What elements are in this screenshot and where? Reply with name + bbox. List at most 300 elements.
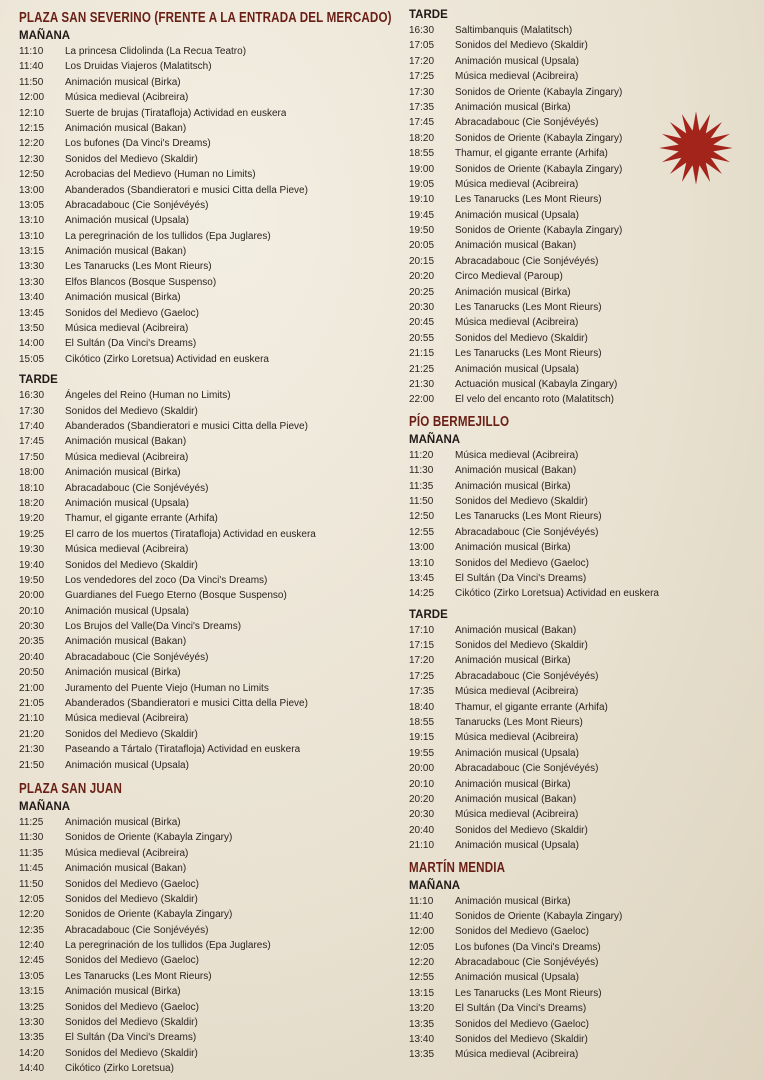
event-time: 11:10 [19,46,44,57]
schedule-row [19,634,394,649]
event-act: El Sultán (Da Vinci's Dreams) [65,1032,197,1044]
event-time: 19:15 [409,732,435,744]
event-time: 20:00 [409,763,435,775]
schedule-row [19,588,394,603]
venue-section-pio-bermejillo [409,412,749,854]
event-time: 13:15 [19,246,45,258]
period-heading: MAÑANA [409,879,461,892]
schedule-row [409,208,749,223]
event-act: Animación musical (Bakan) [455,793,577,805]
event-time: 12:55 [409,526,435,538]
event-act: Sonidos del Medievo (Skaldir) [65,153,198,165]
schedule-row [19,1061,394,1076]
schedule-row [409,746,749,761]
schedule-row [19,336,394,351]
schedule-row [409,894,749,909]
event-time: 13:30 [19,261,45,273]
event-act: Animación musical (Bakan) [455,240,577,252]
event-act: Los Brujos del Valle(Da Vinci's Dreams) [65,621,242,633]
event-act: Suerte de brujas (Tiratafloja) Actividad en euskera [65,107,287,119]
event-act: Animación musical (Bakan) [65,863,187,875]
event-time: 13:00 [19,184,45,196]
event-act: Animación musical (Birka) [455,286,571,298]
event-act: Animación musical (Birka) [65,816,181,828]
schedule-row [409,623,749,638]
event-time: 12:50 [409,511,435,523]
event-time: 17:30 [409,86,435,98]
event-act: Sonidos del Medievo (Skaldir) [455,1034,588,1046]
schedule-row [409,254,749,269]
event-time: 13:25 [19,1001,45,1013]
event-act: Sonidos del Medievo (Skaldir) [455,332,588,344]
schedule-row [409,1047,749,1062]
event-time: 11:50 [409,495,434,507]
event-time: 20:35 [19,636,45,648]
schedule-row [409,362,749,377]
period-heading: TARDE [409,608,448,621]
schedule-row [19,573,394,588]
period-heading: TARDE [409,9,448,21]
schedule-row [19,1046,394,1061]
event-time: 13:05 [19,970,45,982]
schedule-row [19,650,394,665]
event-time: 17:35 [409,686,435,698]
event-time: 19:00 [409,163,435,175]
event-time: 13:40 [409,1034,435,1046]
event-time: 17:20 [409,55,435,67]
sun-core [680,132,712,164]
event-time: 17:15 [409,640,435,652]
event-act: Thamur, el gigante errante (Arhifa) [455,701,608,713]
event-act: Animación musical (Birka) [455,778,571,790]
schedule-row [19,846,394,861]
event-time: 11:35 [409,480,434,492]
event-act: Sonidos del Medievo (Gaeloc) [455,926,589,938]
schedule-row [19,352,394,367]
schedule-row [19,419,394,434]
event-time: 20:40 [19,651,45,663]
event-time: 13:15 [19,986,45,998]
event-act: Animación musical (Upsala) [455,747,579,759]
schedule-row [409,85,749,100]
event-act: Sonidos del Medievo (Skaldir) [65,405,198,417]
event-act: Animación musical (Birka) [65,667,181,679]
event-act: Los bufones (Da Vinci's Dreams) [65,138,211,150]
sun-icon [656,108,736,188]
event-act: Sonidos del Medievo (Skaldir) [65,559,198,571]
event-time: 11:45 [19,863,44,875]
schedule-row [19,969,394,984]
event-time: 13:45 [19,307,45,319]
schedule-row [19,696,394,711]
event-time: 20:20 [409,793,435,805]
event-time: 13:00 [409,542,435,554]
event-act: Animación musical (Upsala) [65,759,189,771]
schedule-row [409,556,749,571]
schedule-row [409,509,749,524]
schedule-row [409,269,749,284]
schedule-row [409,23,749,38]
event-act: El Sultán (Da Vinci's Dreams) [455,572,587,584]
event-act: Abracadabouc (Cie Sonjévéyés) [455,117,599,129]
event-time: 19:20 [19,513,45,525]
event-act: Les Tanarucks (Les Mont Rieurs) [65,261,212,273]
event-act: Música medieval (Acibreira) [455,1049,579,1061]
event-act: Sonidos de Oriente (Kabayla Zingary) [455,163,623,175]
event-act: Animación musical (Upsala) [455,55,579,67]
event-act: Abracadabouc (Cie Sonjévéyés) [65,924,209,936]
event-time: 12:15 [19,122,45,134]
schedule-row [19,527,394,542]
schedule-row [19,877,394,892]
event-time: 11:30 [19,832,44,844]
event-time: 11:25 [19,816,44,828]
schedule-row [409,700,749,715]
event-time: 14:20 [19,1047,45,1059]
schedule-row [409,38,749,53]
event-act: El Sultán (Da Vinci's Dreams) [455,1003,587,1015]
schedule-row [409,192,749,207]
event-time: 13:10 [409,557,435,569]
schedule-row [409,986,749,1001]
event-act: Música medieval (Acibreira) [65,323,189,335]
event-act: Sonidos del Medievo (Skaldir) [65,1017,198,1029]
event-time: 19:40 [19,559,45,571]
schedule-row [409,838,749,853]
schedule-row [19,604,394,619]
event-time: 20:50 [19,667,45,679]
event-time: 20:25 [409,286,435,298]
schedule-row [19,892,394,907]
event-time: 19:50 [19,574,45,586]
event-act: Sonidos del Medievo (Gaeloc) [65,878,199,890]
event-time: 21:25 [409,363,435,375]
event-act: Abracadabouc (Cie Sonjévéyés) [455,957,599,969]
event-time: 11:50 [19,878,44,890]
event-time: 20:05 [409,240,435,252]
event-act: Saltimbanquis (Malatitsch) [455,25,573,36]
schedule-row [19,183,394,198]
event-act: Circo Medieval (Paroup) [455,271,563,283]
event-act: Elfos Blancos (Bosque Suspenso) [65,276,217,288]
event-act: Música medieval (Acibreira) [65,544,189,556]
event-act: Sonidos de Oriente (Kabayla Zingary) [455,225,623,237]
event-time: 12:55 [409,972,435,984]
schedule-row [409,823,749,838]
event-act: Animación musical (Birka) [65,76,181,88]
venue-title: PLAZA SAN JUAN [19,780,122,797]
event-act: Los Druidas Viajeros (Malatitsch) [65,61,212,73]
event-time: 12:20 [19,909,45,921]
event-time: 14:25 [409,588,435,600]
event-time: 11:30 [409,465,434,477]
event-time: 21:10 [19,713,45,725]
period-heading: TARDE [19,374,58,387]
event-time: 12:00 [19,92,45,104]
event-act: La peregrinación de los tullidos (Epa Juglares) [65,230,271,242]
event-act: Animación musical (Upsala) [65,605,189,617]
event-act: Thamur, el gigante errante (Arhifa) [455,148,608,160]
schedule-row [409,238,749,253]
event-time: 13:30 [19,276,45,288]
event-time: 21:20 [19,728,45,740]
event-act: Sonidos del Medievo (Skaldir) [455,40,588,52]
schedule-row [19,861,394,876]
event-act: Animación musical (Birka) [65,467,181,479]
event-time: 19:55 [409,747,435,759]
event-time: 13:50 [19,323,45,335]
event-time: 12:20 [19,138,45,150]
event-time: 20:30 [409,302,435,314]
event-time: 13:45 [409,572,435,584]
schedule-row [19,496,394,511]
event-time: 12:05 [409,941,435,953]
event-act: Animación musical (Birka) [65,986,181,998]
event-time: 13:35 [409,1018,435,1030]
schedule-row [19,938,394,953]
schedule-row [409,730,749,745]
schedule-row [19,758,394,773]
event-act: Animación musical (Bakan) [65,436,187,448]
event-act: Música medieval (Acibreira) [65,451,189,463]
event-act: Abanderados (Sbandieratori e musici Citta della Pieve) [65,420,308,432]
schedule-row [19,244,394,259]
schedule-row [19,481,394,496]
schedule-row [19,923,394,938]
schedule-row [409,909,749,924]
event-act: Animación musical (Upsala) [455,972,579,984]
event-act: Animación musical (Birka) [455,480,571,492]
event-act: Les Tanarucks (Les Mont Rieurs) [455,194,602,206]
venue-section-plaza-san-juan [19,779,394,1077]
event-time: 20:20 [409,271,435,283]
schedule-row [409,970,749,985]
schedule-row [19,275,394,290]
event-act: Abracadabouc (Cie Sonjévéyés) [65,482,209,494]
event-act: Animación musical (Birka) [455,895,571,907]
event-time: 13:40 [19,292,45,304]
event-time: 18:40 [409,701,435,713]
schedule-row [409,955,749,970]
event-act: Animación musical (Birka) [65,292,181,304]
event-act: Abanderados (Sbandieratori e musici Citta della Pieve) [65,698,308,710]
event-act: La princesa Clidolinda (La Recua Teatro) [65,46,247,57]
schedule-row [19,984,394,999]
schedule-row [409,300,749,315]
event-time: 13:20 [409,1003,435,1015]
event-time: 12:10 [19,107,45,119]
schedule-row [19,1030,394,1045]
event-act: Thamur, el gigante errante (Arhifa) [65,513,218,525]
schedule-row [19,619,394,634]
event-act: Sonidos del Medievo (Skaldir) [65,1047,198,1059]
event-act: Sonidos del Medievo (Skaldir) [455,495,588,507]
venue-title: PÍO BERMEJILLO [409,413,510,430]
event-time: 14:00 [19,338,45,350]
event-time: 17:20 [409,655,435,667]
event-act: Les Tanarucks (Les Mont Rieurs) [455,348,602,360]
event-time: 17:05 [409,40,435,52]
schedule-row [19,404,394,419]
event-act: Sonidos del Medievo (Gaeloc) [455,1018,589,1030]
schedule-row [409,571,749,586]
schedule-row [409,331,749,346]
schedule-row [409,463,749,478]
event-act: Cikótico (Zirko Loretsua) Actividad en euskera [455,588,659,600]
column-top-spacer [19,0,394,8]
schedule-row [19,121,394,136]
event-act: Animación musical (Bakan) [455,465,577,477]
event-time: 17:40 [19,420,45,432]
event-time: 21:50 [19,759,45,771]
schedule-row [19,136,394,151]
event-act: Animación musical (Upsala) [65,215,189,227]
column-top-spacer [409,0,749,7]
schedule-row [409,223,749,238]
period-heading: MAÑANA [19,800,71,813]
event-act: Sonidos de Oriente (Kabayla Zingary) [455,132,623,144]
schedule-row [409,638,749,653]
schedule-row [409,792,749,807]
event-act: Animación musical (Upsala) [65,497,189,509]
schedule-row [409,285,749,300]
event-act: Animación musical (Bakan) [65,636,187,648]
schedule-row [19,306,394,321]
event-act: Animación musical (Birka) [455,101,571,113]
event-time: 19:05 [409,178,435,190]
event-time: 20:40 [409,824,435,836]
schedule-row [409,377,749,392]
event-time: 19:45 [409,209,435,221]
event-act: Sonidos del Medievo (Gaeloc) [65,1001,199,1013]
event-act: Sonidos del Medievo (Gaeloc) [65,307,199,319]
schedule-row [19,542,394,557]
event-time: 11:35 [19,847,44,859]
event-time: 17:50 [19,451,45,463]
event-time: 12:05 [19,893,45,905]
schedule-row [409,392,749,407]
event-act: Música medieval (Acibreira) [65,847,189,859]
event-act: Los vendedores del zoco (Da Vinci's Dreams) [65,574,268,586]
event-time: 20:55 [409,332,435,344]
schedule-row [409,494,749,509]
schedule-row [409,1017,749,1032]
event-time: 11:10 [409,895,434,907]
event-act: Música medieval (Acibreira) [455,71,579,83]
event-time: 17:45 [19,436,45,448]
schedule-row [19,665,394,680]
event-act: Acrobacias del Medievo (Human no Limits) [65,169,256,181]
event-time: 12:40 [19,940,45,952]
event-time: 11:50 [19,76,44,88]
event-time: 21:15 [409,348,435,360]
schedule-row [19,44,394,59]
event-time: 17:30 [19,405,45,417]
event-time: 20:45 [409,317,435,329]
event-act: Música medieval (Acibreira) [455,317,579,329]
event-time: 21:10 [409,840,435,852]
event-time: 12:50 [19,169,45,181]
event-act: Abracadabouc (Cie Sonjévéyés) [455,763,599,775]
event-act: Sonidos de Oriente (Kabayla Zingary) [455,86,623,98]
event-time: 11:40 [19,61,44,73]
schedule-row [19,511,394,526]
event-time: 20:15 [409,255,435,267]
schedule-row [19,90,394,105]
event-act: Animación musical (Birka) [455,542,571,554]
event-act: Sonidos de Oriente (Kabayla Zingary) [65,909,233,921]
schedule-row [19,815,394,830]
event-act: Abracadabouc (Cie Sonjévéyés) [455,255,599,267]
event-time: 13:10 [19,215,45,227]
event-time: 13:35 [409,1049,435,1061]
event-act: Animación musical (Upsala) [455,840,579,852]
event-time: 17:25 [409,71,435,83]
event-time: 13:15 [409,987,435,999]
event-act: Animación musical (Bakan) [65,122,187,134]
event-time: 18:20 [409,132,435,144]
event-act: Sonidos del Medievo (Skaldir) [455,640,588,652]
venue-title: MARTÍN MENDIA [409,859,506,876]
schedule-row [19,213,394,228]
event-time: 18:10 [19,482,45,494]
schedule-row [19,321,394,336]
event-time: 20:00 [19,590,45,602]
venue-section-martin-mendia [409,858,749,1063]
event-time: 12:20 [409,957,435,969]
event-time: 21:00 [19,682,45,694]
period-heading: MAÑANA [19,30,71,42]
schedule-row [409,448,749,463]
schedule-row [19,1015,394,1030]
schedule-row [409,653,749,668]
schedule-row [409,924,749,939]
event-time: 19:30 [19,544,45,556]
event-time: 19:50 [409,225,435,237]
event-time: 16:30 [19,390,45,402]
schedule-row [19,152,394,167]
event-act: Actuación musical (Kabayla Zingary) [455,378,618,390]
event-act: Les Tanarucks (Les Mont Rieurs) [455,302,602,314]
event-time: 11:40 [409,910,434,922]
event-act: Animación musical (Birka) [455,655,571,667]
schedule-row [409,315,749,330]
schedule-row [19,229,394,244]
event-act: Sonidos del Medievo (Gaeloc) [455,557,589,569]
event-time: 21:05 [19,698,45,710]
venue-title: PLAZA SAN SEVERINO (FRENTE A LA ENTRADA DEL MERCADO) [19,10,392,26]
event-act: Juramento del Puente Viejo (Human no Limits [65,682,269,694]
schedule-row [19,465,394,480]
schedule-row [19,830,394,845]
schedule-row [409,1001,749,1016]
venue-section-right-continued [409,8,749,408]
event-time: 20:10 [409,778,435,790]
event-act: Música medieval (Acibreira) [455,686,579,698]
event-time: 18:00 [19,467,45,479]
schedule-row [19,106,394,121]
schedule-row [19,434,394,449]
schedule-row [19,59,394,74]
schedule-row [409,586,749,601]
event-act: Abracadabouc (Cie Sonjévéyés) [65,199,209,211]
event-time: 20:30 [19,621,45,633]
schedule-row [19,1000,394,1015]
schedule-row [19,907,394,922]
event-time: 17:10 [409,624,435,636]
schedule-row [409,669,749,684]
event-act: La peregrinación de los tullidos (Epa Juglares) [65,940,271,952]
